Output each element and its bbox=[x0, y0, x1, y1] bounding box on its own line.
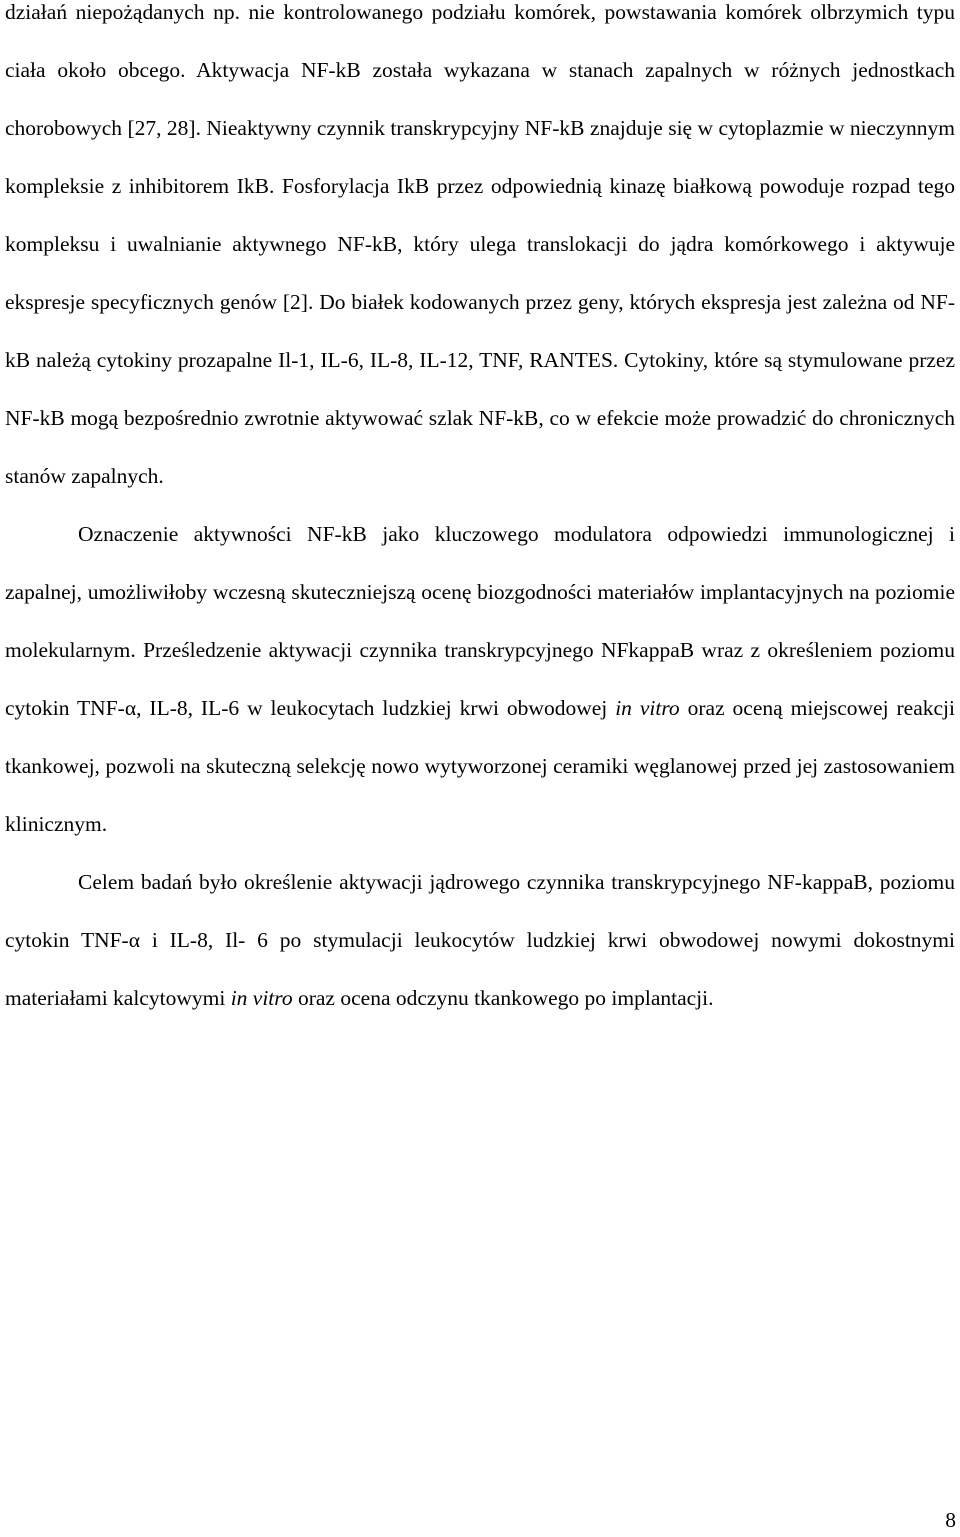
paragraph-text: Oznaczenie aktywności NF-kB jako kluczowego modulatora odpowiedzi immunologicznej i zapalnej, umożliwiłoby wczesną skuteczniejszą ocenę biozgodności materiałów implantacyjnych na poziomie molekularnym. Prześledzenie aktywacji czynnika transkrypcyjnego NFkappaB wraz z określeniem poziomu cytokin TNF-α, IL-8, IL-6 w leukocytach ludzkiej krwi obwodowej bbox=[5, 522, 955, 720]
paragraph-text: działań niepożądanych np. nie kontrolowanego podziału komórek, powstawania komórek olbrzymich typu ciała około obcego. Aktywacja NF-kB została wykazana w stanach zapalnych w różnych jednostkach chorobowych [27, 28]. Nieaktywny czynnik transkrypcyjny NF-kB znajduje się w cytoplazmie w nieczynnym kompleksie z inhibitorem IkB. Fosforylacja IkB przez odpowiednią kinazę białkową powoduje rozpad tego kompleksu i uwalnianie aktywnego NF-kB, który ulega translokacji do jądra komórkowego i aktywuje ekspresje specyficznych genów [2]. Do białek kodowanych przez geny, których ekspresja jest zależna od NF-kB należą cytokiny prozapalne Il-1, IL-6, IL-8, IL-12, TNF, RANTES. Cytokiny, które są stymulowane przez NF-kB mogą bezpośrednio zwrotnie aktywować szlak NF-kB, co w efekcie może prowadzić do chronicznych stanów zapalnych. bbox=[5, 0, 955, 488]
italic-term: in vitro bbox=[615, 696, 680, 720]
italic-term: in vitro bbox=[230, 986, 293, 1010]
document-body bbox=[5, 0, 955, 1027]
paragraph-text: Celem badań było określenie aktywacji jądrowego czynnika transkrypcyjnego NF-kappaB, poziomu cytokin TNF-α i IL-8, Il- 6 po stymulacji leukocytów ludzkiej krwi obwodowej nowymi dokostnymi materiałami kalcytowymi bbox=[5, 870, 955, 1010]
paragraph-text: oraz oceną miejscowej reakcji tkankowej, pozwoli na skuteczną selekcję nowo wytyworzonej ceramiki węglanowej przed jej zastosowaniem klinicznym. bbox=[5, 696, 955, 836]
page-number: 8 bbox=[945, 1508, 956, 1532]
paragraph-nfkb-mechanism bbox=[5, 0, 955, 505]
paragraph-assessment-rationale bbox=[5, 505, 955, 853]
paragraph-study-aim bbox=[5, 853, 955, 1027]
paragraph-text: oraz ocena odczynu tkankowego po implantacji. bbox=[292, 986, 714, 1010]
